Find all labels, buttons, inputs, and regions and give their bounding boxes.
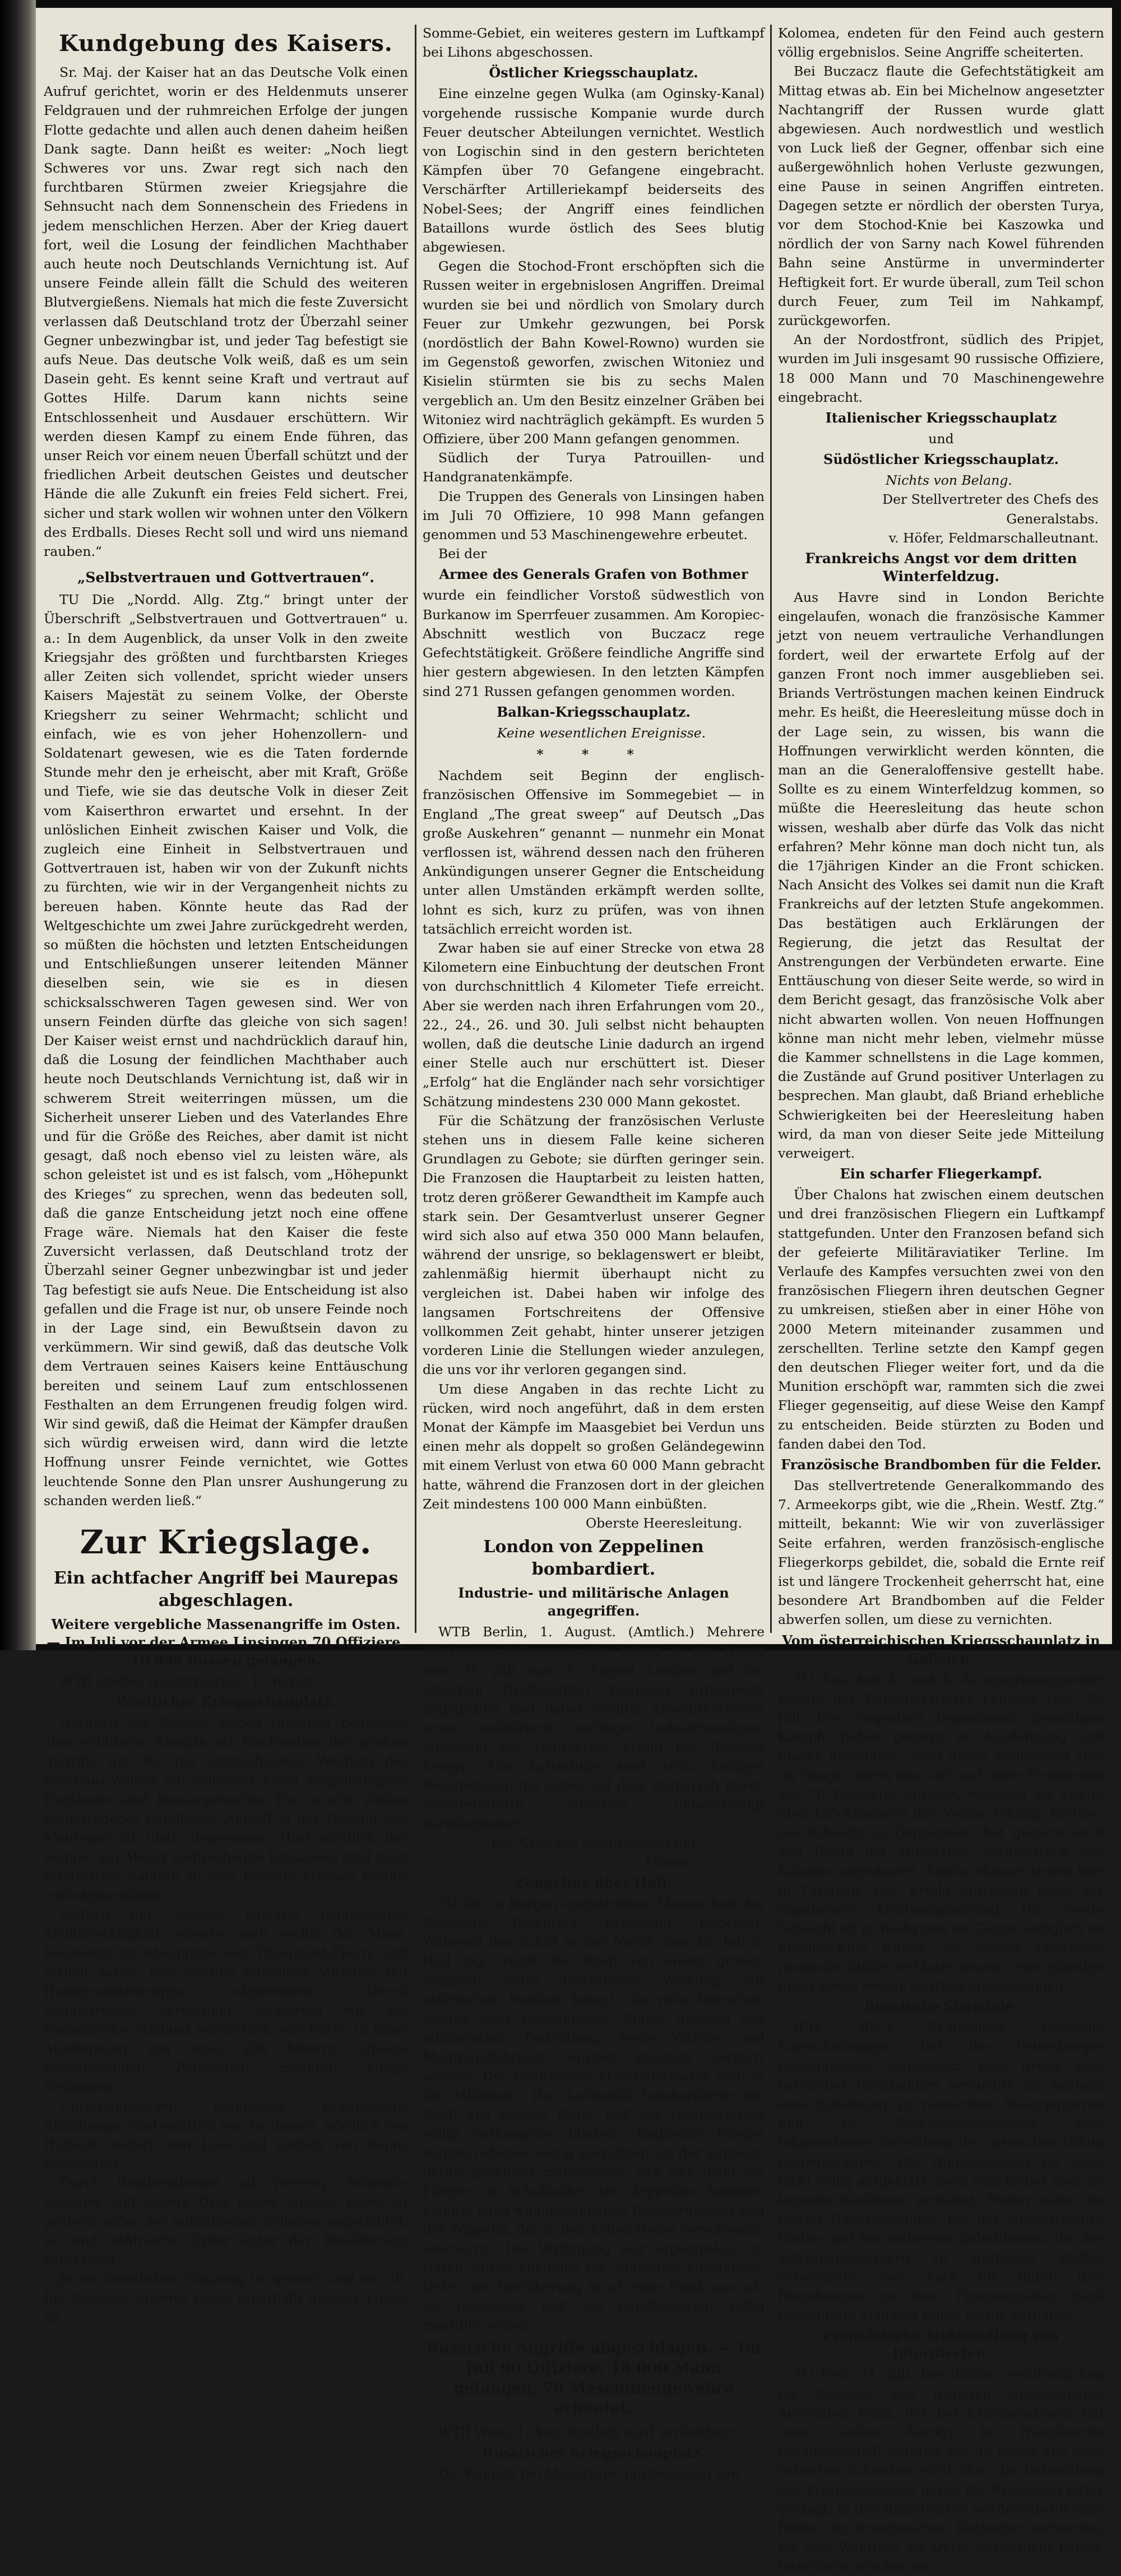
- subheadline: Französische Brandbomben für die Felder.: [781, 1456, 1101, 1473]
- article-paragraph: WTB Berlin, 1. August. (Amtlich.) Mehrere Marineluftschiffgeschwader haben in der Nacht vom 31. Juli zum 1. August London und die östlichen Grafschaften Englands erfolgreich angegriffen und dabei Schiffe, Abwehrbatterien sowie militärisch wichtige Industrieanlagen ausgiebig mit sichtbarem Erfolg mit Bomben belegt. Alle Luftschiffe sind trotz heftiger Beschießung, die schon auf dem Anmarsch durch Seestreitkräfte einsetzte, unbeschädigt zurückgekehrt.: [423, 1624, 765, 1832]
- subheadline: Industrie- und militärische Anlagen angegriffen.: [458, 1585, 729, 1619]
- article-paragraph: Je ein feindliches Flugzeug ist gestern und am 30. Juli diesseits unserer Front innerhalb unserer Linien im: [44, 2271, 408, 2325]
- article-paragraph: Bei Buczacz flaute die Gefechtstätigkeit am Mittag etwas ab. Ein bei Michelnow angesetzter Nachtangriff der Russen wurde glatt abgewiesen. Auch nordwestlich und westlich von Luck ließ der Gegner, offenbar sich eine außergewöhnlich hohen Verluste gezwungen, eine Pause in seinen Angriffen eintreten. Dagegen setzte er nördlich der obersten Turya, vor dem Stochod-Knie bei Kaszowka und nördlich der von Sarny nach Kowel führenden Bahn seine Anstürme in unverminderter Heftigkeit fort. Er wurde überall, zum Teil schon durch Feuer, zum Teil im Nahkampf, zurückgeworfen.: [778, 63, 1104, 329]
- subheadline: Westlicher Kriegsschauplatz.: [115, 1693, 336, 1710]
- subheadline: Ein scharfer Fliegerkampf.: [840, 1166, 1043, 1182]
- headline: Russische Angriffe abgeschlagen. — Im Juli 90 Offiziere, 18 000 Mann gefangen, 70 Maschinengewehre erbeutet.: [426, 2339, 761, 2417]
- article-paragraph: Unternehmungen feindlicher Erkundungs-Abteilungen sind westlich von La Bassée, nördlich von Hulluch, südlich von Loos und südlich von Reims gescheitert.: [44, 2098, 408, 2171]
- article-paragraph: Um diese Angaben in das rechte Licht zu rücken, wird noch angeführt, daß in dem ersten Monat der Kämpfe im Maasgebiet bei Verdun uns einen mehr als doppelt so großen Geländegewinn mit einem Verlust von etwa 60 000 Mann gebracht hatte, während die Franzosen dort in der gleichen Zeit mindestens 100 000 Mann einbüßten.: [423, 1381, 765, 1512]
- subheadline: „Selbstvertrauen und Gottvertrauen“.: [77, 569, 374, 586]
- column-2: [423, 24, 765, 2481]
- subheadline: Balkan-Kriegsschauplatz.: [497, 703, 691, 720]
- article-paragraph: Bei der: [438, 546, 487, 562]
- subheadline: Vom österreichischen Kriegsschauplatz in Galizien.: [782, 1632, 1100, 1667]
- column-3: [778, 24, 1104, 2574]
- subheadline: Zeppeline über Hull.: [515, 1874, 672, 1891]
- subheadline: Italienischer Kriegsschauplatz: [825, 410, 1057, 426]
- signature: v. Höfer, Feldmarschalleutnant.: [888, 530, 1099, 546]
- article-paragraph: wurde ein feindlicher Vorstoß südwestlich von Burkanow im Sperrfeuer zusammen. Am Koropiec-Abschnitt westlich von Buczacz rege Gefechtstätigkeit. Größere feindliche Angriffe sind hier gestern abgewiesen. In den letzten Kämpfen sind 271 Russen gefangen genommen worden.: [423, 587, 765, 699]
- article-paragraph: Gegen die Stochod-Front erschöpften sich die Russen weiter in ergebnislosen Angriffen. Dreimal wurden sie bei und nördlich von Smolary durch Feuer zur Umkehr gezwungen, bei Porsk (nordöstlich der Bahn Kowel-Rowno) wurden sie im Gegenstoß geworfen, zwischen Witoniez und Kisielin stürmten sie bis zu sechs Malen vergeblich an. Um den Besitz einzelner Gräben bei Witoniez wird nachträglich gekämpft. Es wurden 5 Offiziere, über 200 Mann gefangen genommen.: [423, 258, 765, 447]
- italic-note: Keine wesentlichen Ereignisse.: [497, 725, 706, 741]
- article-paragraph: Südlich der Somme lebhafte beiderseitige Artillerietätigkeit, ebenso auch rechts der Maas, besonders im Abschnitte von Thiaumont-Fleury und östlich davon; hier wurden feindliche Vorstöße mit Handgranatentrupps abgewiesen. Durch umfangreiche Sprengung zerstörten wir die französische Stellung nordöstlich von Flirey in einer Ausdehnung von etwa 200 Metern. Unsere nachstoßenden Patrouillen machten einige Gefangene.: [44, 1906, 408, 2095]
- subheadline: Armee des Generals Grafen von Bothmer: [439, 566, 748, 583]
- article-paragraph: TU Aus dem k. und k. Kriegspressequartier meldet der Berichterstatter Lennhof vom 30. Juli: Die vorgestern begonnenen gewaltigen Kämpfe haben gestern an Ausdehnung und Stärke gewonnen. Zwei große Schlachten sind im Gange, deren eine sich auf einer Frontbreite von 70 Kilometer abspielt, während die zweite über 125 Kilometer ihre Wellen schlägt. Erstere, die Schlacht in Ostgalizien, hat gestern auch den Raum um Molodylow nordwestlich von Kolomea angedauert. Starke Massen traten hier in Tätigkeit. Der Erfolg entsprach nicht der ungeheuren Kräfteanspannung. Die zweite Schlacht ist in Wolhynien im Gange; lediglich im Stochod-Knie wurde, wo namen zahlreiche russische Stöße verblutet waren, eine günstige Front etwas weiter westlich eingenommen.: [778, 1671, 1104, 1994]
- article-paragraph: Aus Havre sind in London Berichte eingelaufen, wonach die französische Kammer jetzt von neuem vertrauliche Verhandlungen fordert, weil der erwartete Erfolg auf der ganzen Front noch immer ausgeblieben sei. Briands Vertröstungen machen keinen Eindruck mehr. Es heißt, die Heeresleitung müsse doch in der Lage sein, zu wissen, bis wann die Hoffnungen verwirklicht werden könnten, die man an die Generaloffensive gestellt habe. Sollte es zu einem Winterfeldzug kommen, so müßte die Heeresleitung das heute schon wissen, weshalb aber dürfe das Volk das nicht erfahren? Mehr könne man doch nicht tun, als die 17jährigen Kinder an die Front schicken. Nach Ansicht des Volkes sei damit nun die Kraft Frankreichs auf der letzten Stufe angekommen. Das bestätigen auch Erklärungen der Regierung, die jetzt das Resultat der Anstrengungen der Verbündeten erwarte. Eine Enttäuschung von dieser Seite werde, so wird in dem Bericht gesagt, das französische Volk aber nicht abwarten wollen. Von neuen Hoffnungen könne man nicht mehr leben, vielmehr müsse die Kammer schnellstens in die Lage kommen, die Zustände auf Grund positiver Unterlagen zu besprechen. Man glaubt, daß Briand erhebliche Schwierigkeiten bei der Heeresleitung haben wird, da man von dieser Seite jede Mitteilung verweigert.: [778, 590, 1104, 1161]
- article-paragraph: TU Die „Nordd. Allg. Ztg.“ bringt unter der Überschrift „Selbstvertrauen und Gottvertrauen“ u. a.: In dem Augenblick, da unser Volk in den zweite Kriegsjahr des größten und furchtbarsten Krieges aller Zeiten sich vollendet, spricht wieder unsers Kaisers Majestät zu seinem Volke, der Oberste Kriegsherr zu seiner Wehrmacht; schlicht und einfach, wie es von jeher Hohenzollern- und Soldatenart gewesen, wie es die Taten fordernde Stunde mehr den je erheischt, aber mit Kraft, Größe und Tiefe, wie sie das deutsche Volk in dieser Zeit vom Kaiserthron erwartet und ersehnt. In der unlöslichen Einheit zwischen Kaiser und Volk, die zugleich eine Einheit in Selbstvertrauen und Gottvertrauen ist, haben wir von der Zukunft nichts zu fürchten, wie wir in der Vergangenheit nichts zu bereuen haben. Könnte heute das Rad der Weltgeschichte um zwei Jahre zurückgedreht werden, so müßten die höchsten und letzten Entscheidungen und Entschließungen unserer leitenden Männer dieselben sein, wie sie es in diesen schicksalsschweren Tagen gewesen sind. Wer von unsern Feinden dürfte das gleiche von sich sagen! Der Kaiser weist ernst und nachdrücklich darauf hin, daß die Losung der feindlichen Machthaber auch heute noch Deutschlands Vernichtung ist, daß wir in schwerem Streit weiterringen müssen, um die Sicherheit unserer Lieben und des Vaterlandes Ehre und für die Größe des Reiches, aber damit ist nicht gesagt, daß noch ebenso viel zu leisten wäre, als schon geleistet ist und es ist falsch, vom „Höhepunkt des Krieges“ zu sprechen, wenn das bedeuten soll, daß die ganze Entscheidung jetzt noch eine offene Frage wäre. Niemals hat den Kaiser die feste Zuversicht verlassen, daß Deutschland trotz der Überzahl seiner Gegner unbezwingbar ist und jeder Tag befestigt sie aufs Neue. Die Entscheidung ist also gefallen und die Frage ist nur, ob unsere Feinde noch in der Lage sind, ein Bewußtsein davon zu verkümmern. Wir sind gewiß, daß das deutsche Volk dem Vertrauen seines Kaisers keine Enttäuschung bereiten und seinem Lauf zum entschlossenen Festhalten an dem Errungenen freudig folgen wird. Wir sind gewiß, daß die Heimat der Kämpfer draußen sich würdig erweisen wird, dann wird die letzte Hoffnung unsrer Feinde vernichtet, wie Gottes leuchtende Sonne den Plan unsrer Aushungerung zu schanden werden ließ.“: [44, 592, 408, 1509]
- article-paragraph: Das stellvertretende Generalkommando des 7. Armeekorps gibt, wie die „Rhein. Westf. Ztg.“ mitteilt, bekannt: Wie wir von zuverlässiger Seite erfahren, werden französisch-englische Fliegerkorps gebildet, die, sobald die Ernte reif ist und längere Trockenheit geherrscht hat, eine besondere Art Brandbomben auf die Felder abwerfen sollen, um diese zu vernichten.: [778, 1478, 1104, 1628]
- conjunction: und: [928, 431, 954, 447]
- subheadline: Russischer Kriegsschauplatz.: [482, 2444, 705, 2461]
- signature: Oberste Heeresleitung.: [585, 1515, 742, 1531]
- article-paragraph: Für die Schätzung der französischen Verluste stehen uns in diesem Falle keine sicheren Grundlagen zu Gebote; sie dürften geringer sein. Die Franzosen die Hauptarbeit zu leisten hatten, trotz deren größerer Gewandtheit im Kampfe auch stark sein. Der Gesamtverlust unserer Gegner wird sich also auf etwa 350 000 Mann belaufen, während der unsrige, so beklagenswert er bleibt, zahlenmäßig hiermit überhaupt nicht zu vergleichen ist. Dabei haben wir infolge des langsamen Fortschreitens der Offensive vollkommen Zeit gehabt, hinter unserer jetzigen vorderen Linie die Stellungen wieder anzulegen, die uns vor ihr verloren gegangen sind.: [423, 1112, 765, 1378]
- headline-kaiser: Kundgebung des Kaisers.: [59, 30, 393, 57]
- article-paragraph: Sr. Maj. der Kaiser hat an das Deutsche Volk einen Aufruf gerichtet, worin er des Heldenmuts unserer Feldgrauen und der ruhmreichen Erfolge der jungen Flotte gedachte und allen auch denen daheim heißen Dank sagte. Dann heißt es weiter: „Noch liegt Schweres vor uns. Zwar regt sich nach den furchtbaren Stürmen zweier Kriegsjahre die Sehnsucht nach dem Sonnenschein des Friedens in jedem menschlichen Herzen. Aber der Krieg dauert fort, weil die Losung der feindlichen Machthaber auch heute noch Deutschlands Vernichtung ist. Auf unsere Feinde allein fällt die Schuld des weiteren Blutvergießens. Niemals hat mich die feste Zuversicht verlassen daß Deutschland trotz der Überzahl seiner Gegner unbezwingbar ist, und jeder Tag befestigt sie aufs Neue. Das deutsche Volk weiß, daß es um sein Dasein geht. Es kennt seine Kraft und vertraut auf Gottes Hilfe. Darum kann nichts seine Entschlossenheit und Ausdauer erschüttern. Wir werden diesen Kampf zu einem Ende führen, das unser Reich vor einem neuen Überfall schützt und der friedlichen Arbeit deutschen Geistes und deutscher Hände die alle Zukunft ein freies Feld sichert. Frei, sicher und stark wollen wir wohnen unter den Völkern des Erdballs. Dieses Recht soll und wird uns niemand rauben.“: [44, 64, 408, 560]
- article-paragraph: Nachdem seit Beginn der englisch-französischen Offensive im Sommegebiet — in England „The great sweep“ auf Deutsch „Das große Auskehren“ genannt — nunmehr ein Monat verflossen ist, während dessen nach den früheren Ankündigungen unserer Gegner die Entscheidung unter allen Umständen erkämpft werden sollte, lohnt es sich, kurz zu prüfen, was von ihnen tatsächlich erreicht worden ist.: [423, 768, 765, 937]
- subheadline: Östlicher Kriegsschauplatz.: [489, 64, 698, 81]
- subheadline: Südöstlicher Kriegsschauplatz.: [823, 451, 1059, 468]
- column-1: [44, 24, 408, 2325]
- signature: Der Stellvertreter des Chefs des Generalstabs.: [882, 491, 1099, 527]
- italic-note: Nichts von Belang.: [886, 472, 1012, 489]
- article-paragraph: Kolomea, endeten für den Feind auch gestern völlig ergebnislos. Seine Angriffe scheiterten.: [778, 25, 1104, 61]
- article-paragraph: Zwar haben sie auf einer Strecke von etwa 28 Kilometern eine Einbuchtung der deutschen Front von durchschnittlich 4 Kilometer Tiefe erreicht. Aber sie werden nach ihren Erfahrungen vom 20., 22., 24., 26. und 30. Juli selbst nicht behaupten wollen, daß die deutsche Linie dadurch an irgend einer Stelle auch nur erschüttert ist. Dieser „Erfolg“ hat die Engländer nach sehr vorsichtiger Schätzung mindestens 230 000 Mann gekostet.: [423, 940, 765, 1110]
- article-paragraph: Nördlich der Somme haben räumlich begrenzte aber erbitterte Kämpfe als Nachwehen der großen Angriffe am 30. Juli stattgefunden. Westlich des Foureaux-Waldes auf schmaler Front eingedrungene Engländer sind hinausgeworfen. Ein in acht Wellen vorgetragener feindlicher Angriff in der Gegend von Maurepas ist glatt abgewiesen. Hart nördlich der Somme am Abend vorbrechende Franzosen sind nach erbittertem Kampfe an dem Gehöfte Monacu restlos zurückgeschlagen.: [44, 1715, 408, 1904]
- subheadline: Russische Skandale.: [864, 1998, 1018, 2015]
- article-paragraph: (Ctr. Bln.) Skandalöse russische Kursschiebungen hat die Petersburger Geheimpolizei aufgedeckt. Eine große Zahl russischer Großbanken versuchte im Ausland eine Schiebung in russischen Staatspapieren und zu Spekulationszwecken eine folgenschwere Zerrüttung der russischen Valuta herbeizuführen. Die Angelegenheit ist noch nicht völlig aufgeklärt, doch sind bisher über 59 leitende Bankleute verhaftet. Ferner nahm die Polizei Haussuchungen bei der Operettendiva Dinina und bei mehreren Balettdamen, die der Schwindelbankzern an amtlichen Stellen verwendete, vor. Auch die durch ihre Beziehungen zu dem Finanzminister Bark berüchtigte Madama Biljag wurde verhaftet.: [778, 2020, 1104, 2323]
- article-paragraph: TU Pest, 31. Juli. Die Blätter veröffentlichen die Berichte des früheren Abgeordneten Advokaten Buza, der bei Kriegsausbruch mit dem Grafen Karolyi in französische Gefangenschaft geraten war. In einem aus Uzes datierten Schreiben wird über die Behandlung der Zivilinternierten durch die Franzosen bitter geklagt; in den Einzelheiten werden abstoßende Bilder der französischen Rachegier entworfen, die sich Wehrlose als Opfer ausgesucht haben. Internierte wurden von: [778, 2366, 1104, 2574]
- article-paragraph: Die Truppen des Generals von Linsingen haben im Juli 70 Offiziere, 10 998 Mann gefangen genommen und 53 Maschinengewehre erbeutet.: [423, 488, 765, 543]
- article-paragraph: Somme-Gebiet, ein weiteres gestern im Luftkampf bei Lihons abgeschossen.: [423, 25, 765, 61]
- article-paragraph: Südlich der Turya Patrouillen- und Handgranatenkämpfe.: [423, 450, 765, 485]
- article-paragraph: Über Chalons hat zwischen einem deutschen und drei französischen Fliegern ein Luftkampf stattgefunden. Unter den Franzosen befand sich der gefeierte Militäraviatiker Terline. Im Verlaufe des Kampfes versuchten zwei von den französischen Fliegern ihren deutschen Gegner zu umkreisen, stießen aber in einer Höhe von 2000 Metern miteinander zusammen und zerschellten. Terline setzte den Kampf gegen den deutschen Flieger weiter fort, und da die Munition erschöpft war, rammten sich die zwei Flieger gegenseitig, auf diese Weise den Kampf zu entscheiden. Beide stürzten zu Boden und fanden dabei den Tod.: [778, 1187, 1104, 1452]
- subheadline: Frankreichs Angst vor dem dritten Winterfeldzug.: [805, 550, 1077, 585]
- subheadline: Weitere vergebliche Massenangriffe im Osten. — Im Juli vor der Armee Linsingen 70 Offiziere, 10 998 Russen gefangen.: [47, 1616, 405, 1669]
- column-rule-2: [770, 25, 772, 1633]
- article-paragraph: TU Die in Bergen eingetroffene Mannschaft des Stavanger Dampfers „Krossfond“ berichtet: Während das Schiff in der Nacht zum 28. Juli in Hull lag, wurde die Stadt von einem großen Zeppelin unter furchtbarer Wirkung mit zahlreichen Bomben belegt, die viele Menschen töteten oder verwundeten. Einige Anlagen von militärischer Bedeutung, sowie Waffen- und Munitionsfabriken wurden gänzlich zerstört worden. Der verursachte Materialschaden geht in die Millionen. Das Luftschiff bombardierte die Stadt aus solcher Höhe, daß die Landbatterien völlig wirkungslos blieben. Englische Flieger konnten ebenso wenig ausrichten, da der Zeppelin derart geschickt manövrierte, daß sich nicht ein Flieger in Schußnähe des Zeppelins kommen konnte, nach wohlgelungenem Bombardement flog der Zeppelin, der in den hohen Nebel verschwand, westwärts. Die Verfolgung war ergebnislos. Im Hafen wurde ebenfalls ein Volltreffer konstatiert. Unter der Bevölkerung brach eine Panik aus, als sie feststellte, daß die Landbatterien völlig machtlos waren.: [423, 1895, 765, 2333]
- newspaper-page: [36, 8, 1112, 2574]
- column-rule-1: [415, 25, 416, 1633]
- subheadline: Französische Mißhandlung von Internierten.: [823, 2327, 1059, 2362]
- headline: London von Zeppelinen bombardiert.: [483, 1537, 704, 1580]
- article-paragraph: An der Nordostfront, südlich des Pripjet, wurden im Juli insgesamt 90 russische Offiziere, 18 000 Mann und 70 Maschinengewehre eingebracht.: [778, 332, 1104, 405]
- headline: Ein achtfacher Angriff bei Maurepas abgeschlagen.: [53, 1568, 399, 1611]
- section-headline: Zur Kriegslage.: [80, 1523, 372, 1562]
- dateline: WTB Großes Hauptquartier, 1. August.: [59, 1673, 319, 1690]
- article-paragraph: Eine einzelne gegen Wulka (am Oginsky-Kanal) vorgehende russische Kompanie wurde durch Feuer deutscher Abteilungen vernichtet. Westlich von Logischin sind in den gestern berichteten Kämpfen über 70 Gefangene eingebracht. Verschärfter Artilleriekampf beiderseits des Nobel-Sees; der Angriff eines feindlichen Bataillons wurde östlich des Sees blutig abgewiesen.: [423, 86, 765, 256]
- book-binding: [0, 0, 36, 1650]
- star-divider: * * *: [536, 746, 651, 762]
- signature: Der Chef des Admiralstabs der Marine.: [491, 1835, 697, 1870]
- article-paragraph: Die Kämpfe bei Molodylow, nordwestlich von: [438, 2465, 740, 2481]
- article-paragraph: WTB Wien, 1. Aug. Amtlich wird verlautbart:: [438, 2424, 738, 2440]
- article-paragraph: Durch Bombenabwurf auf Wervicq, Belgisch-Comines und andere Orte hinter unserer Front ist gestern außer der militärischer Schaden angerichtet; es sind zahlreiche Opfer unter der Bevölkerung verursacht.: [44, 2175, 408, 2267]
